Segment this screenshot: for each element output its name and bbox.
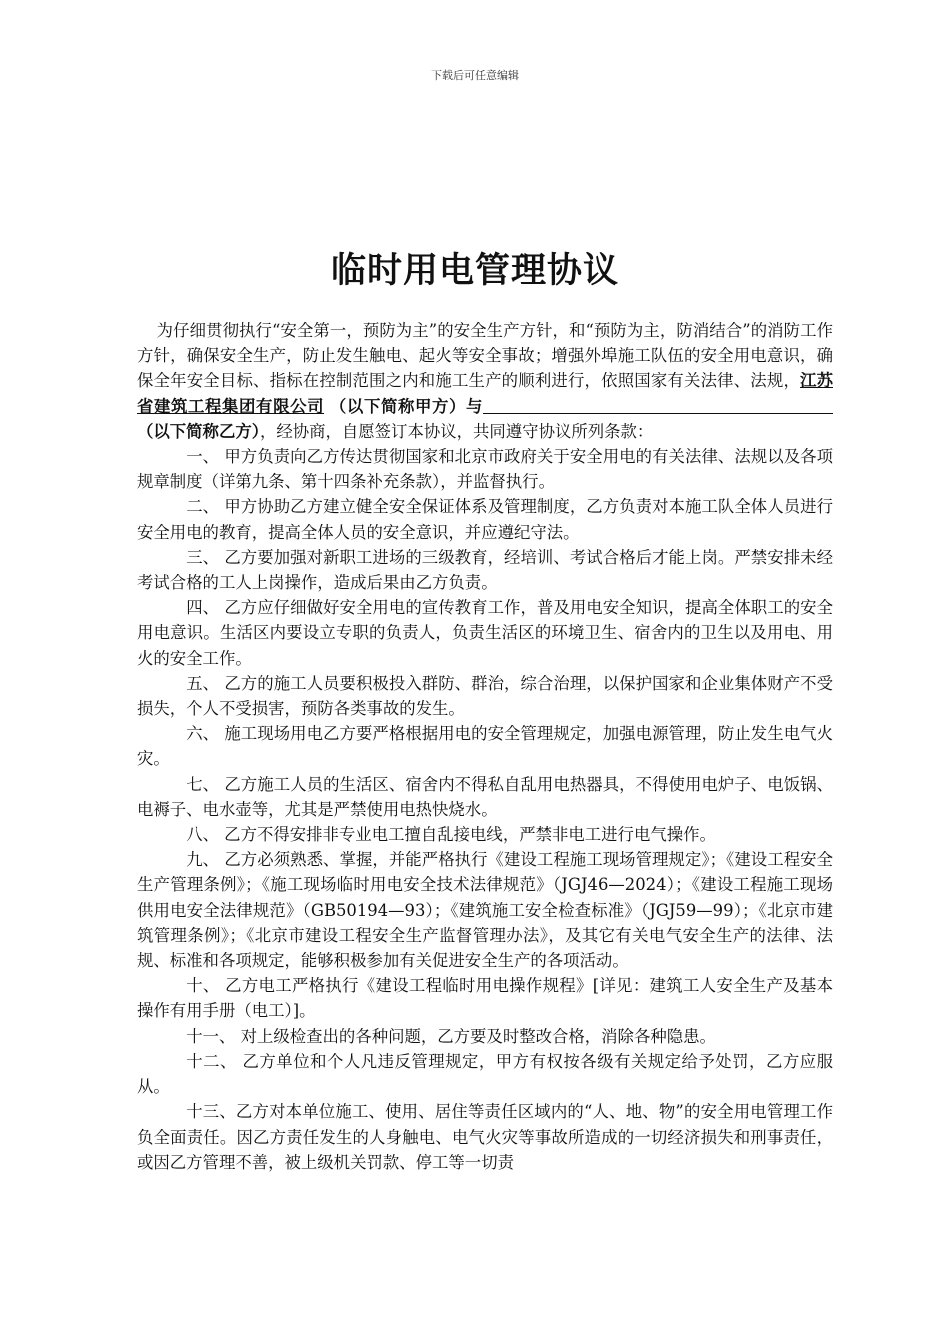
party-a-suffix: （以下简称甲方）与: [329, 396, 483, 416]
document-title: 临时用电管理协议: [330, 251, 619, 291]
clause-12: 十二、 乙方单位和个人凡违反管理规定，甲方有权按各级有关规定给予处罚，乙方应服从。: [137, 1051, 833, 1097]
clause-6: 六、 施工现场用电乙方要严格根据用电的安全管理规定，加强电源管理，防止发生电气火灾。: [137, 724, 833, 769]
intro-paragraph: [137, 318, 833, 444]
clause-9: 九、 乙方必须熟悉、掌握，并能严格执行《建设工程施工现场管理规定》；《建设工程安全生产管理条例》；《施工现场临时用电安全技术法律规范》（JGJ46—2024）；《建设工程施工现场供用电安全法律规范》（GB50194—93）；《建筑施工安全检查标准》（JGJ59—99）；《北京市建筑管理条例》；《北京市建设工程安全生产监督管理办法》，及其它有关电气安全生产的法律、法规、标准和各项规定，能够积极参加有关促进安全生产的各项活动。: [137, 850, 833, 971]
clause-2: 二、 甲方协助乙方建立健全安全保证体系及管理制度，乙方负责对本施工队全体人员进行安全用电的教育，提高全体人员的安全意识，并应遵纪守法。: [137, 497, 833, 542]
intro-text-end: ，经协商，自愿签订本协议，共同遵守协议所列条款：: [259, 421, 654, 441]
intro-text: 为仔细贯彻执行“安全第一，预防为主”的安全生产方针，和“预防为主，防消结合”的消防工作方针，确保安全生产，防止发生触电、起火等安全事故；增强外埠施工队伍的安全用电意识，确保全年安全目标、指标在控制范围之内和施工生产的顺利进行，依照国家有关法律、法规，: [137, 321, 833, 391]
clause-13: 十三、乙方对本单位施工、使用、居住等责任区域内的“人、地、物”的安全用电管理工作负全面责任。因乙方责任发生的人身触电、电气火灾等事故所造成的一切经济损失和刑事责任，或因乙方管理不善，被上级机关罚款、停工等一切责: [137, 1102, 833, 1172]
clause-1: 一、 甲方负责向乙方传达贯彻国家和北京市政府关于安全用电的有关法律、法规以及各项规章制度（详第九条、第十四条补充条款），并监督执行。: [137, 447, 833, 492]
clause-3: 三、 乙方要加强对新职工进场的三级教育，经培训、考试合格后才能上岗。严禁安排未经考试合格的工人上岗操作，造成后果由乙方负责。: [137, 547, 833, 593]
clause-7: 七、 乙方施工人员的生活区、宿舍内不得私自乱用电热器具，不得使用电炉子、电饭锅、电褥子、电水壶等，尤其是严禁使用电热快烧水。: [137, 774, 833, 819]
clause-4: 四、 乙方应仔细做好安全用电的宣传教育工作，普及用电安全知识，提高全体职工的安全用电意识。生活区内要设立专职的负责人，负责生活区的环境卫生、宿舍内的卫生以及用电、用火的安全工作。: [137, 598, 833, 668]
document-body: [137, 318, 833, 1175]
clause-5: 五、 乙方的施工人员要积极投入群防、群治，综合治理，以保护国家和企业集体财产不受损失，个人不受损害，预防各类事故的发生。: [137, 673, 833, 719]
clause-11: 十一、 对上级检查出的各种问题，乙方要及时整改合格，消除各种隐患。: [186, 1026, 716, 1046]
party-b-blank: [483, 397, 833, 414]
clause-10: 十、 乙方电工严格执行《建设工程临时用电操作规程》[详见：建筑工人安全生产及基本操作有用手册（电工）]。: [137, 976, 833, 1021]
party-a-name: 江苏省建筑工程集团有限公司: [137, 371, 833, 416]
page-header: 下载后可任意编辑: [431, 69, 519, 82]
party-b-suffix: （以下简称乙方）: [137, 421, 260, 441]
clause-8: 八、 乙方不得安排非专业电工擅自乱接电线，严禁非电工进行电气操作。: [186, 825, 716, 845]
